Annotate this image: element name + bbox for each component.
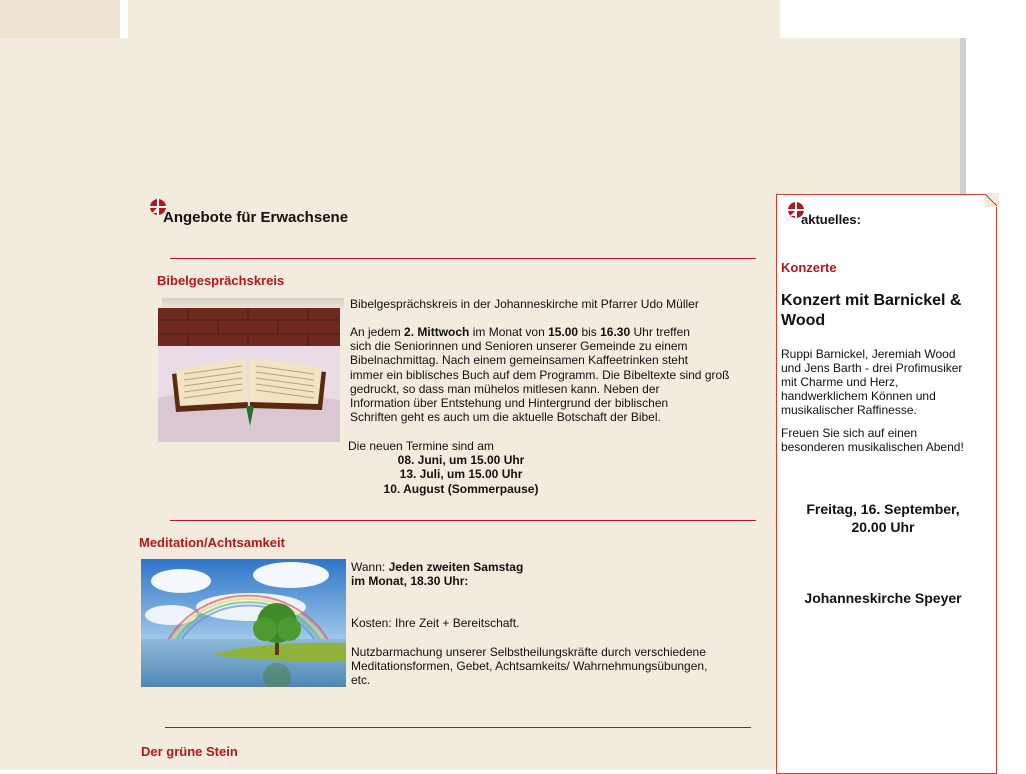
bibel-heading: Bibelgesprächskreis [157, 273, 285, 288]
termine-intro: Die neuen Termine sind am [348, 439, 494, 453]
top-tab [0, 0, 120, 38]
top-banner-strip [128, 0, 780, 38]
termin-2: 13. Juli, um 15.00 Uhr [399, 467, 523, 481]
divider [170, 520, 756, 521]
termin-3: 10. August (Sommerpause) [383, 482, 539, 496]
event-title: Konzert mit Barnickel & Wood [781, 292, 962, 329]
meditation-kosten: Kosten: Ihre Zeit + Bereitschaft. [351, 616, 520, 630]
sidebar-corner [985, 193, 999, 207]
event-location: Johanneskirche Speyer [804, 590, 962, 606]
panel-shadow [960, 38, 966, 198]
event-invitation: Freuen Sie sich auf einen besonderen musikalischen Abend! [781, 426, 964, 454]
meditation-heading: Meditation/Achtsamkeit [139, 535, 285, 550]
bible-image [158, 308, 340, 442]
tree-rainbow-image [141, 559, 346, 687]
meditation-description: Nutzbarmachung unserer Selbstheilungskräfte durch verschiedene Meditationsformen, Gebet, Achtsamkeits/ Wahrnehmungsübungen, etc. [351, 645, 708, 688]
divider [165, 727, 751, 728]
event-date: Freitag, 16. September, 20.00 Uhr [806, 501, 960, 535]
news-sidebar [776, 194, 997, 774]
divider [170, 258, 756, 259]
gruene-stein-heading: Der grüne Stein [141, 744, 238, 759]
bibel-paragraph: An jedem 2. Mittwoch im Monat von 15.00 bis 16.30 Uhr treffen sich die Seniorinnen und Senioren unserer Gemeinde zu einem Bibelnachmittag. Nach einem gemeinsamen Kaffeetrinken steht immer ein biblisches Buch auf dem Programm. Die Bibeltexte sind groß gedruckt, so dass man mühelos mitlesen kann. Neben der Information über Entstehung und Hintergrund der biblischen Schriften geht es auch um die aktuelle Botschaft der Bibel. [350, 325, 730, 425]
section-title: Angebote für Erwachsene [163, 209, 349, 226]
meditation-wann: Wann: Jeden zweiten Samstag im Monat, 18.30 Uhr: [351, 560, 524, 589]
event-description: Ruppi Barnickel, Jeremiah Wood und Jens Barth - drei Profimusiker mit Charme und Herz, handwerklichem Können und musikalischer Raffinesse. [781, 347, 963, 417]
termin-1: 08. Juni, um 15.00 Uhr [397, 453, 525, 467]
bibel-intro: Bibelgesprächskreis in der Johanneskirche mit Pfarrer Udo Müller [350, 297, 699, 311]
sidebar-title: aktuelles: [801, 212, 861, 227]
sidebar-category: Konzerte [781, 260, 837, 275]
